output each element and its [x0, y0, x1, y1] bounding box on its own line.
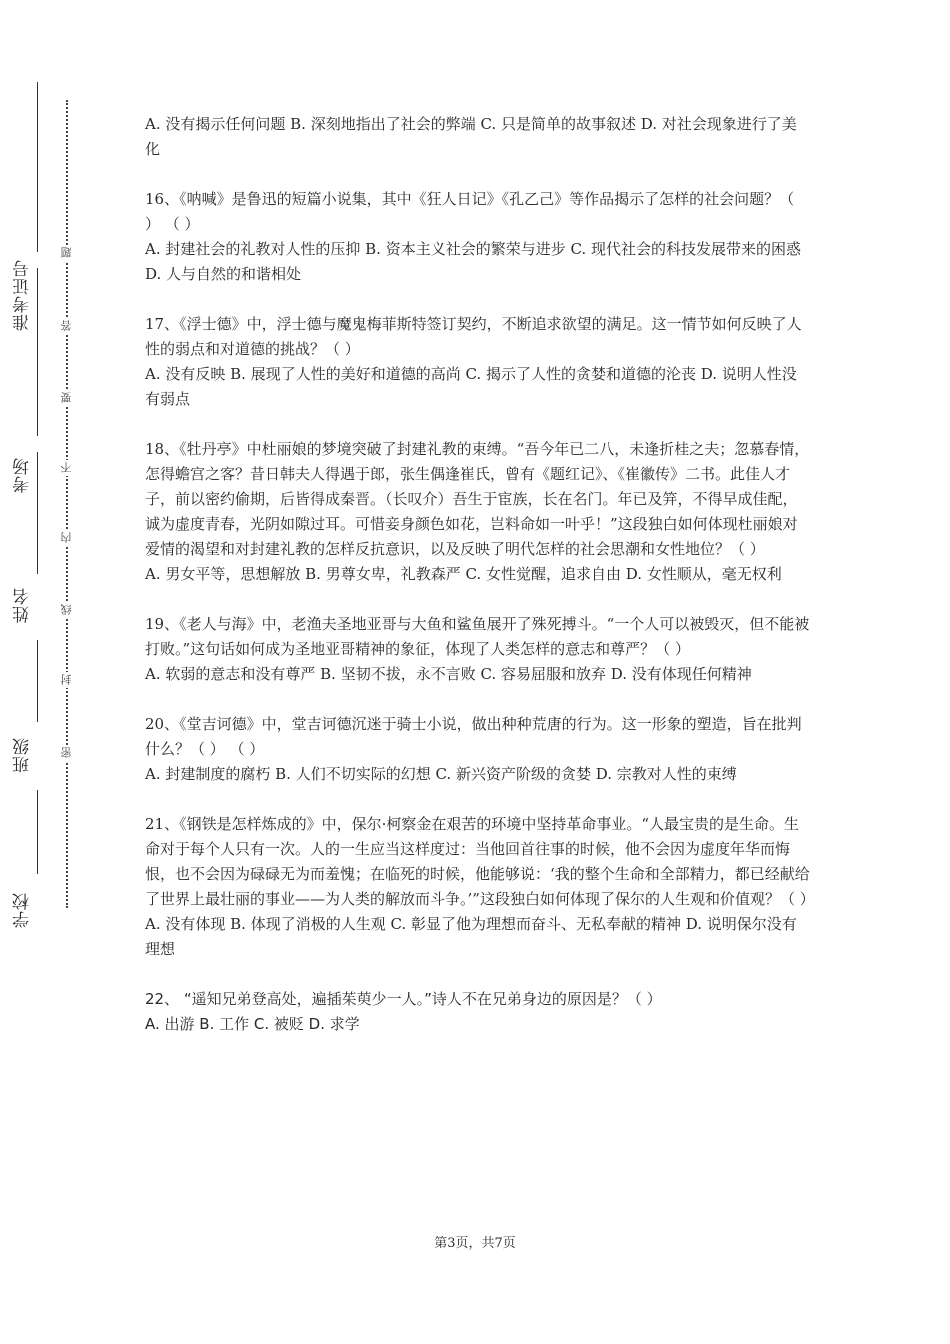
question-stem: 16、《呐喊》是鲁迅的短篇小说集，其中《狂人日记》《孔乙己》等作品揭示了怎样的社会问题？（ ） （ ）	[145, 190, 795, 233]
class-label: 班级	[13, 737, 33, 773]
seal-char: 密	[59, 745, 73, 761]
seal-char: 要	[59, 390, 73, 406]
name-label: 姓名	[13, 587, 33, 623]
exam-number-label: 准考证号	[13, 259, 33, 331]
divider-line	[37, 790, 38, 874]
question-options: A. 没有揭示任何问题 B. 深刻地指出了社会的弊端 C. 只是简单的故事叙述 D. 对社会现象进行了美化	[145, 115, 797, 158]
question-19	[145, 612, 810, 687]
seal-char: 题	[59, 245, 73, 261]
question-18	[145, 437, 810, 587]
question-stem: 19、《老人与海》中，老渔夫圣地亚哥与大鱼和鲨鱼展开了殊死搏斗。“一个人可以被毁灭，但不能被打败。”这句话如何成为圣地亚哥精神的象征，体现了人类怎样的意志和尊严？（ ）	[145, 615, 810, 658]
question-17	[145, 312, 810, 412]
binding-margin	[10, 80, 50, 940]
seal-char: 线	[59, 602, 73, 618]
divider-line	[37, 640, 38, 722]
seal-char: 不	[59, 460, 73, 476]
question-stem: 18、《牡丹亭》中杜丽娘的梦境突破了封建礼教的束缚。“吾今年已二八，未逢折桂之夫；忽慕春情，怎得蟾宫之客？昔日韩夫人得遇于郎，张生偶逢崔氏，曾有《题红记》、《崔徽传》二书。此佳人才子，前以密约偷期，后皆得成秦晋。（长叹介）吾生于宦族，长在名门。年已及笄，不得早成佳配，诚为虚度青春，光阴如隙过耳。可惜妾身颜色如花，岂料命如一叶乎！”这段独白如何体现杜丽娘对爱情的渴望和对封建礼教的怎样反抗意识，以及反映了明代怎样的社会思潮和女性地位？（ ）	[145, 440, 810, 558]
question-21	[145, 812, 815, 962]
question-stem: 17、《浮士德》中，浮士德与魔鬼梅菲斯特签订契约，不断追求欲望的满足。这一情节如何反映了人性的弱点和对道德的挑战？（ ）	[145, 315, 802, 358]
seal-char: 答	[59, 318, 73, 334]
question-stem: 20、《堂吉诃德》中，堂吉诃德沉迷于骑士小说，做出种种荒唐的行为。这一形象的塑造，旨在批判什么？（ ） （ ）	[145, 715, 802, 758]
exam-room-label: 考场	[13, 457, 33, 493]
question-options: A. 软弱的意志和没有尊严 B. 坚韧不拔，永不言败 C. 容易屈服和放弃 D. 没有体现任何精神	[145, 665, 752, 683]
question-options: A. 出游 B. 工作 C. 被贬 D. 求学	[145, 1015, 360, 1033]
seal-char: 内	[59, 530, 73, 546]
question-15-options	[145, 112, 810, 162]
question-options: A. 男女平等，思想解放 B. 男尊女卑，礼教森严 C. 女性觉醒，追求自由 D. 女性顺从，毫无权利	[145, 565, 782, 583]
question-content	[145, 112, 815, 1062]
seal-dotted-line	[66, 100, 68, 908]
divider-line	[37, 82, 38, 252]
question-stem: 21、《钢铁是怎样炼成的》中，保尔·柯察金在艰苦的环境中坚持革命事业。“人最宝贵的是生命。生命对于每个人只有一次。人的一生应当这样度过：当他回首往事的时候，他不会因为虚度年华而悔恨，也不会因为碌碌无为而羞愧；在临死的时候，他能够说：‘我的整个生命和全部精力，都已经献给了世界上最壮丽的事业——为人类的解放而斗争。’”这段独白如何体现了保尔的人生观和价值观？（ ）	[145, 815, 815, 908]
question-options: A. 封建社会的礼教对人性的压抑 B. 资本主义社会的繁荣与进步 C. 现代社会的科技发展带来的困惑 D. 人与自然的和谐相处	[145, 240, 801, 283]
page-number: 第3页，共7页	[434, 1236, 516, 1251]
question-options: A. 封建制度的腐朽 B. 人们不切实际的幻想 C. 新兴资产阶级的贪婪 D. 宗教对人性的束缚	[145, 765, 737, 783]
question-stem: 22、 “遥知兄弟登高处，遍插茱萸少一人。”诗人不在兄弟身边的原因是？（ ）	[145, 990, 662, 1008]
question-20	[145, 712, 810, 787]
divider-line	[37, 268, 38, 436]
question-options: A. 没有体现 B. 体现了消极的人生观 C. 彰显了他为理想而奋斗、无私奉献的精神 D. 说明保尔没有理想	[145, 915, 797, 958]
question-options: A. 没有反映 B. 展现了人性的美好和道德的高尚 C. 揭示了人性的贪婪和道德的沦丧 D. 说明人性没有弱点	[145, 365, 797, 408]
divider-line	[37, 452, 38, 574]
question-16	[145, 187, 810, 287]
seal-char: 封	[59, 672, 73, 688]
school-label: 学校	[13, 892, 33, 928]
question-22	[145, 987, 810, 1037]
